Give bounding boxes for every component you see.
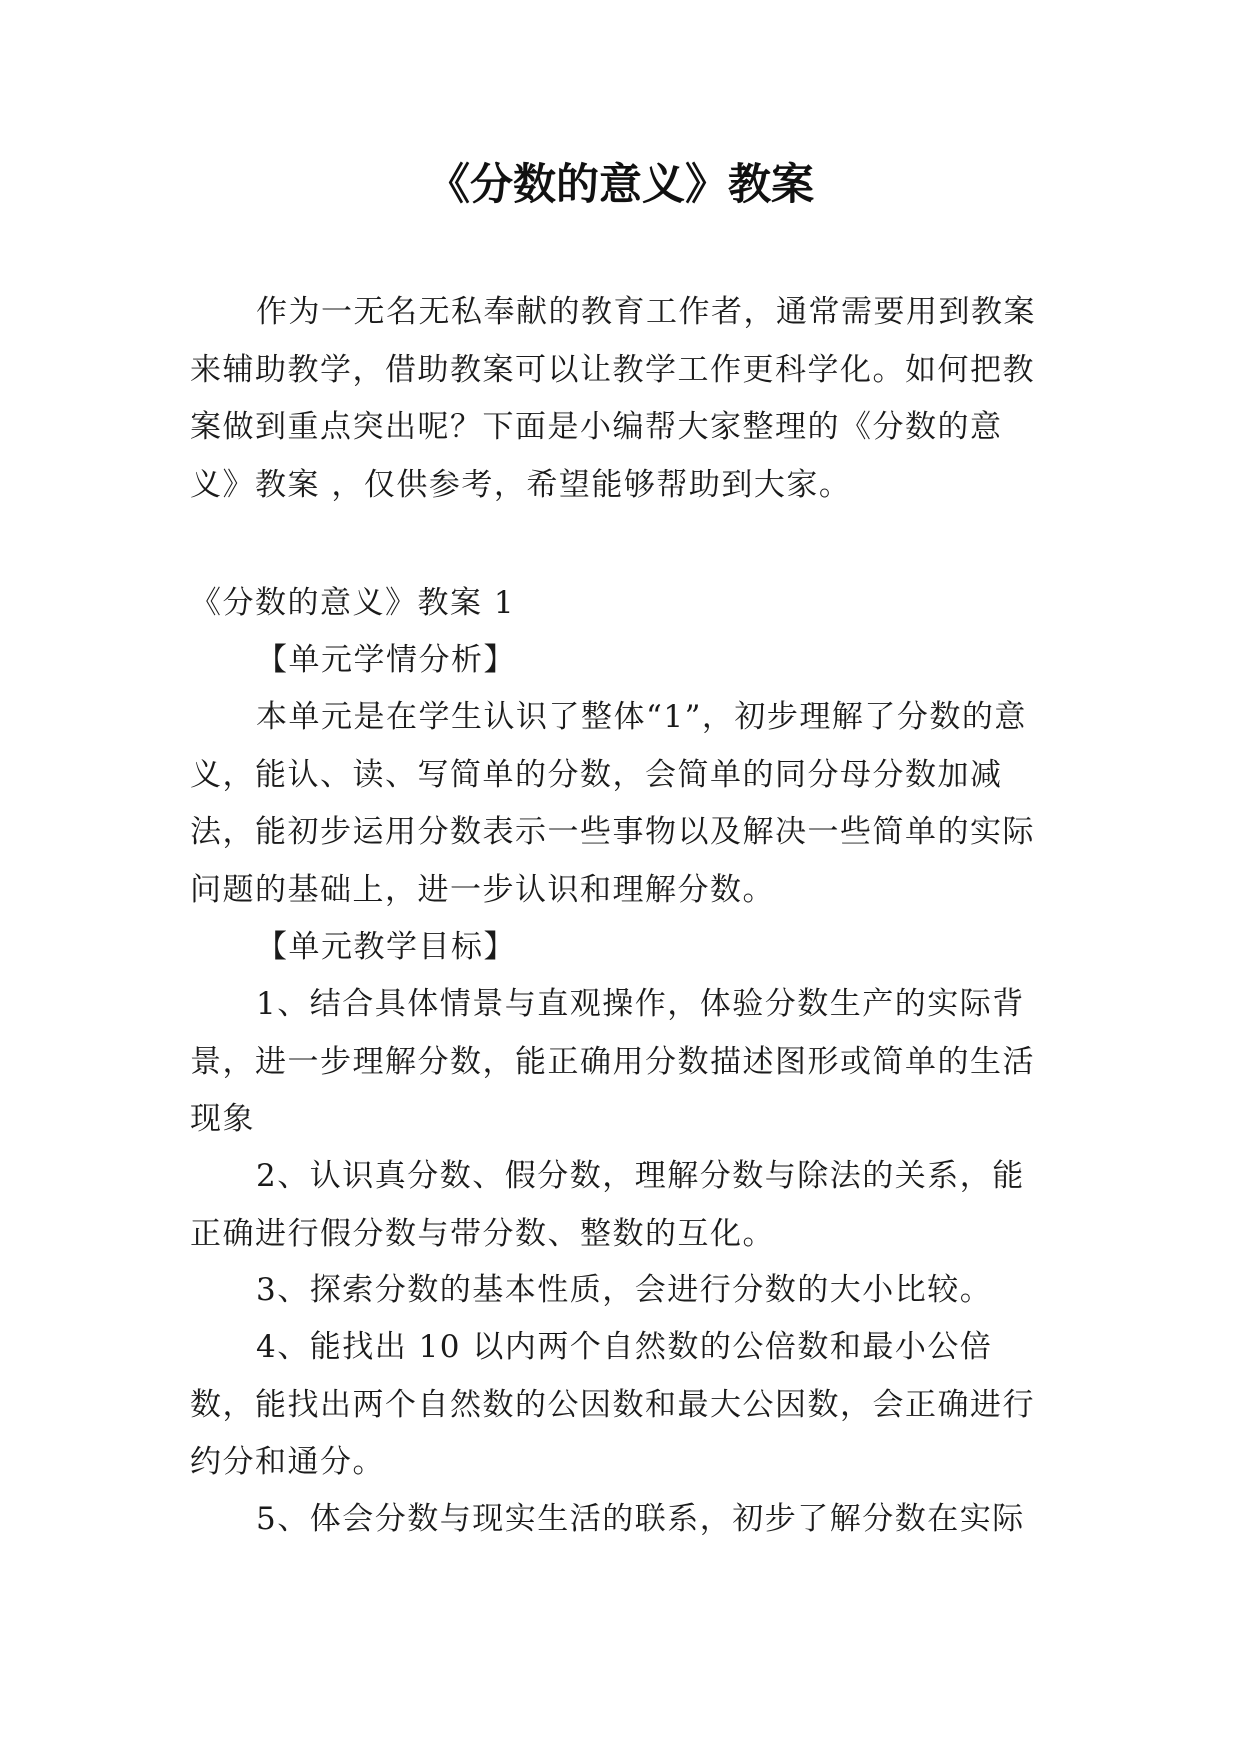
goal-item-2: 2、认识真分数、假分数，理解分数与除法的关系，能正确进行假分数与带分数、整数的互化。 — [190, 1158, 1025, 1252]
intro-paragraph: 作为一无名无私奉献的教育工作者，通常需要用到教案来辅助教学，借助教案可以让教学工作更科学化。如何把教案做到重点突出呢？下面是小编帮大家整理的《分数的意义》教案 ，仅供参考，希望能够帮助到大家。 — [190, 294, 1036, 503]
section-heading: 《分数的意义》教案 1 — [190, 585, 516, 621]
goal-item-3: 3、探索分数的基本性质，会进行分数的大小比较。 — [256, 1272, 993, 1308]
document-title: 《分数的意义》教案 — [427, 160, 814, 210]
subheading-learning-analysis: 【单元学情分析】 — [256, 642, 516, 678]
analysis-paragraph: 本单元是在学生认识了整体“1”，初步理解了分数的意义，能认、读、写简单的分数，会简单的同分母分数加减法，能初步运用分数表示一些事物以及解决一些简单的实际问题的基础上，进一步认识和理解分数。 — [190, 699, 1035, 908]
goal-item-4: 4、能找出 10 以内两个自然数的公倍数和最小公倍数，能找出两个自然数的公因数和最大公因数，会正确进行约分和通分。 — [190, 1329, 1035, 1480]
goal-item-1: 1、结合具体情景与直观操作，体验分数生产的实际背景，进一步理解分数，能正确用分数描述图形或简单的生活现象 — [190, 986, 1035, 1137]
goal-item-5: 5、体会分数与现实生活的联系，初步了解分数在实际 — [256, 1501, 1025, 1537]
subheading-teaching-goals: 【单元教学目标】 — [256, 929, 516, 965]
